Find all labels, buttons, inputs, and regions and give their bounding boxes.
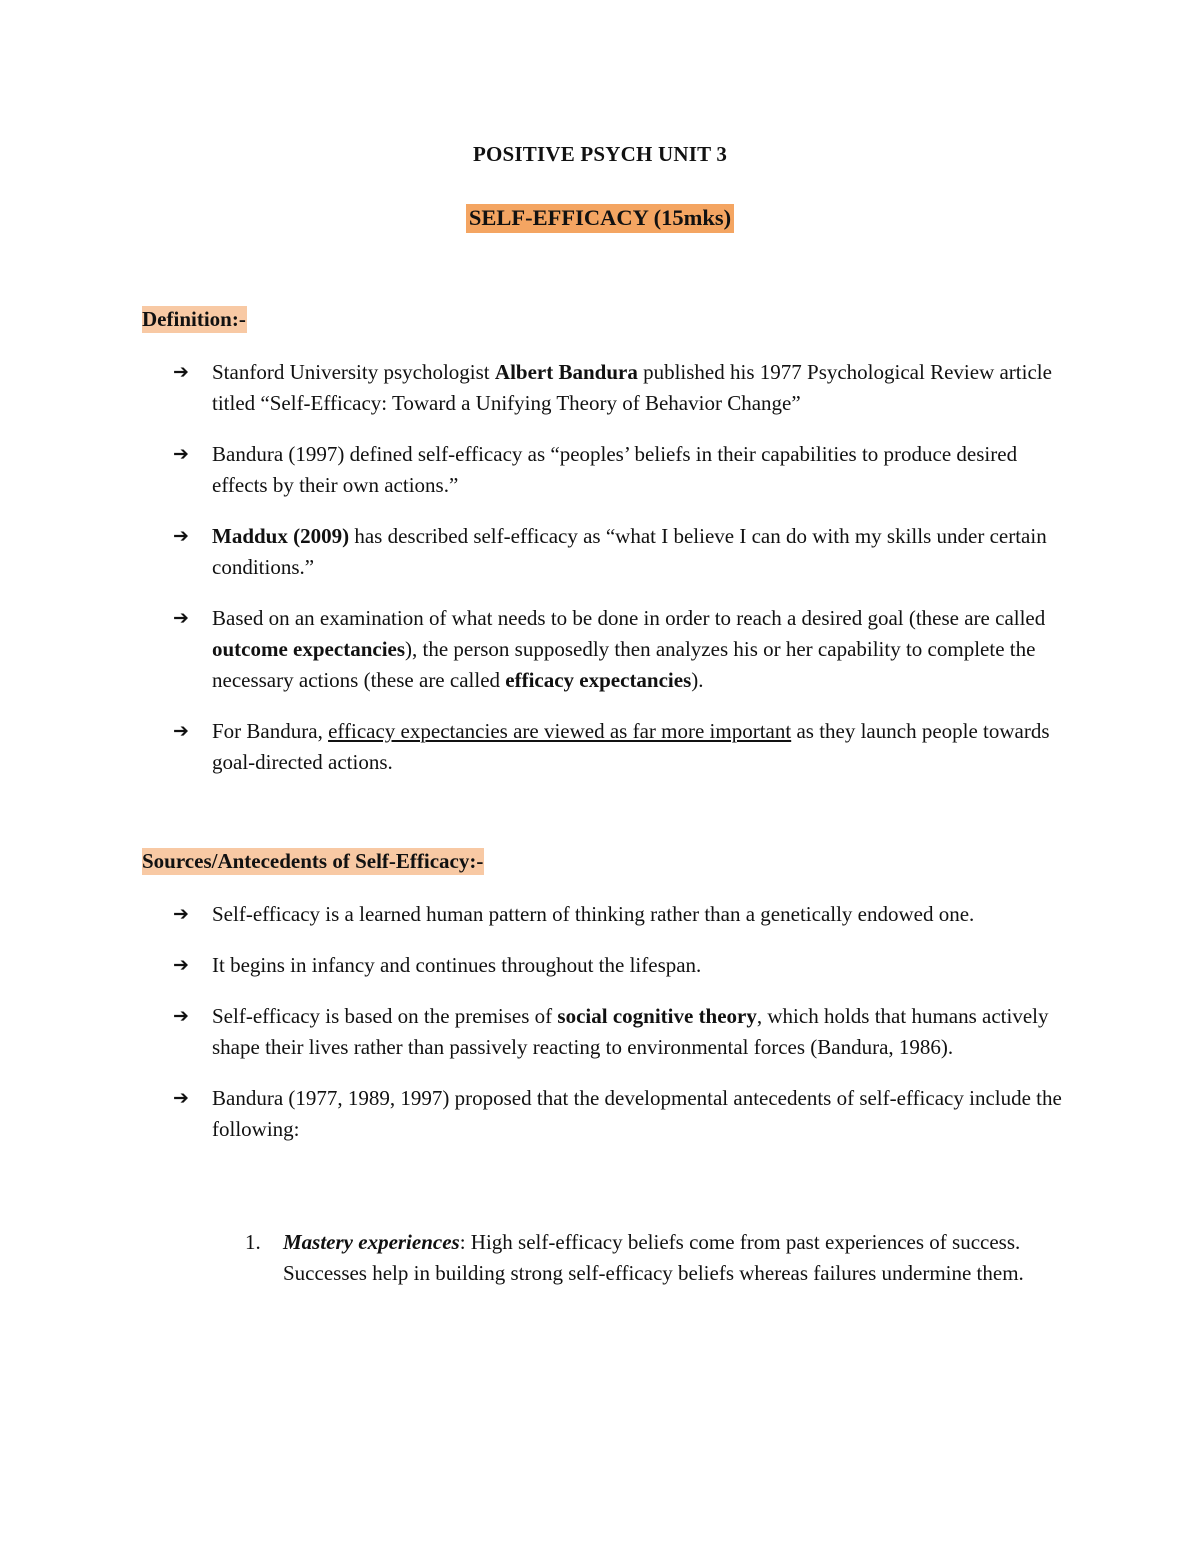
arrow-bullet-icon: ➔: [173, 1087, 189, 1109]
list-item: [173, 950, 1063, 981]
item-text: For Bandura,: [212, 719, 329, 743]
list-item: [173, 603, 1063, 696]
document-subtitle: SELF-EFFICACY (15mks): [466, 204, 734, 233]
arrow-bullet-icon: ➔: [173, 443, 189, 465]
item-text: , which holds that humans actively shape their lives rather than passively reacting to environmental forces (Bandura, 1986).: [212, 1004, 1049, 1059]
arrow-bullet-icon: ➔: [173, 525, 189, 547]
antecedents-numbered-list: [245, 1227, 1065, 1289]
item-text: Bandura (1997) defined self-efficacy as “peoples’ beliefs in their capabilities to produce desired effects by their own actions.”: [212, 442, 1018, 497]
numbered-item: [245, 1227, 1065, 1289]
subtitle-wrapper: [0, 204, 1200, 233]
item-text: ).: [691, 668, 704, 692]
item-text: as they launch people towards goal-directed actions.: [212, 719, 1050, 774]
item-underlined: efficacy expectancies are viewed as far more important: [328, 719, 792, 743]
item-text: It begins in infancy and continues throughout the lifespan.: [212, 953, 702, 977]
item-bold: outcome expectancies: [212, 637, 406, 661]
sources-list: [173, 899, 1063, 1165]
item-text: Based on an examination of what needs to be done in order to reach a desired goal (these are called: [212, 606, 1046, 630]
arrow-bullet-icon: ➔: [173, 361, 189, 383]
item-text: : High self-efficacy beliefs come from past experiences of success. Successes help in building strong self-efficacy beliefs whereas failures undermine them.: [283, 1230, 1024, 1285]
sources-heading: [142, 849, 484, 874]
sources-heading-text: Sources/Antecedents of Self-Efficacy:-: [142, 849, 484, 873]
document-title: POSITIVE PSYCH UNIT 3: [472, 142, 728, 166]
item-text: Bandura (1977, 1989, 1997) proposed that the developmental antecedents of self-efficacy include the following:: [212, 1086, 1062, 1141]
list-item: [173, 357, 1063, 419]
item-term: Mastery experiences: [283, 1230, 460, 1254]
item-bold: efficacy expectancies: [505, 668, 692, 692]
item-text: published his 1977 Psychological Review article titled “Self-Efficacy: Toward a Unifying Theory of Behavior Change”: [212, 360, 1052, 415]
arrow-bullet-icon: ➔: [173, 720, 189, 742]
item-text: Stanford University psychologist: [212, 360, 495, 384]
definition-list: [173, 357, 1063, 798]
list-item: [173, 716, 1063, 778]
definition-heading: [142, 307, 247, 332]
item-number: 1.: [245, 1230, 261, 1254]
list-item: [173, 439, 1063, 501]
item-text: Self-efficacy is a learned human pattern of thinking rather than a genetically endowed one.: [212, 902, 975, 926]
arrow-bullet-icon: ➔: [173, 903, 189, 925]
arrow-bullet-icon: ➔: [173, 607, 189, 629]
list-item: [173, 1083, 1063, 1145]
item-text: ), the person supposedly then analyzes his or her capability to complete the necessary actions (these are called: [212, 637, 1036, 692]
item-text: has described self-efficacy as “what I believe I can do with my skills under certain conditions.”: [212, 524, 1047, 579]
arrow-bullet-icon: ➔: [173, 954, 189, 976]
item-bold: Maddux (2009): [212, 524, 350, 548]
list-item: [173, 1001, 1063, 1063]
definition-heading-text: Definition:-: [142, 307, 246, 331]
item-bold: social cognitive theory: [557, 1004, 757, 1028]
arrow-bullet-icon: ➔: [173, 1005, 189, 1027]
list-item: [173, 899, 1063, 930]
list-item: [173, 521, 1063, 583]
item-bold: Albert Bandura: [494, 360, 638, 384]
item-text: Self-efficacy is based on the premises of: [212, 1004, 558, 1028]
